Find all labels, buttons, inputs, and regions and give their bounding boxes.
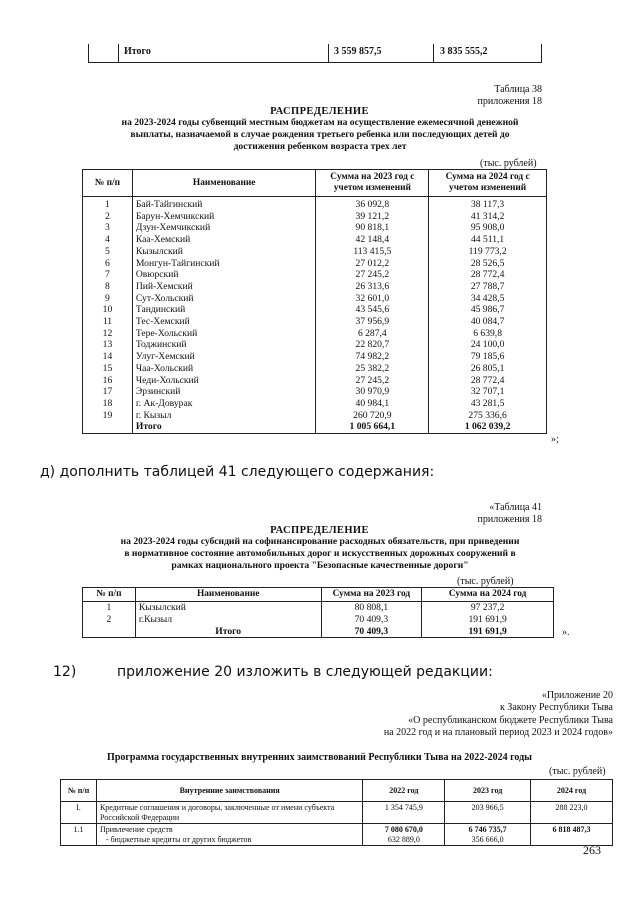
table41 — [82, 587, 554, 638]
table-row — [83, 602, 554, 614]
row-name: Кредитные соглашения и договоры, заключенные от имени субъекта Российской Федерации — [96, 802, 362, 824]
table-row — [83, 197, 547, 211]
cell-num: 15 — [83, 363, 133, 375]
cell-v2024: 95 908,0 — [429, 222, 547, 234]
table-row — [83, 398, 547, 410]
header-name: Наименование — [132, 170, 316, 197]
cell-num: 19 — [83, 410, 133, 422]
cell-v2024: 97 237,2 — [422, 602, 554, 614]
table-row — [83, 410, 547, 422]
cell-name: Чаа-Хольский — [132, 363, 316, 375]
table-row — [61, 824, 613, 846]
table38-units: (тыс. рублей) — [480, 158, 537, 169]
cell-v2024: 28 526,5 — [429, 258, 547, 270]
instruction-d: д) дополнить таблицей 41 следующего содержания: — [40, 464, 435, 480]
header-2023: 2023 год — [445, 780, 531, 802]
cell-v2024: 38 117,3 — [429, 197, 547, 211]
cell-num: 6 — [83, 258, 133, 270]
cell-v2024: 44 511,1 — [429, 234, 547, 246]
total-v2023: 70 409,3 — [321, 626, 422, 638]
table41-units: (тыс. рублей) — [457, 576, 514, 587]
cell-num: 17 — [83, 386, 133, 398]
cell-v2023: 22 820,7 — [316, 339, 429, 351]
header-num: № п/п — [83, 588, 136, 602]
page-number: 263 — [583, 843, 601, 857]
row-2024: 6 818 487,3 — [531, 824, 613, 846]
table38 — [82, 169, 547, 434]
cell-v2024: 27 788,7 — [429, 281, 547, 293]
cell-v2024: 79 185,6 — [429, 351, 547, 363]
table-row — [83, 328, 547, 340]
cell-name: Чеди-Хольский — [132, 375, 316, 387]
table-row — [83, 386, 547, 398]
table-row — [61, 802, 613, 824]
table-row — [83, 234, 547, 246]
cell-num: 12 — [83, 328, 133, 340]
table-row — [83, 293, 547, 305]
cell-num: 16 — [83, 375, 133, 387]
cell-v2024: 32 707,1 — [429, 386, 547, 398]
closing-quote: ». — [562, 627, 570, 638]
cell-v2024: 28 772,4 — [429, 375, 547, 387]
table-row — [83, 258, 547, 270]
cell-name: г. Кызыл — [132, 410, 316, 422]
total-v2024: 1 062 039,2 — [429, 421, 547, 433]
cell-num: 5 — [83, 246, 133, 258]
total-label: Итого — [124, 46, 151, 57]
cell-v2023: 26 313,6 — [316, 281, 429, 293]
cell-name: Бай-Тайгинский — [132, 197, 316, 211]
cell-num: 9 — [83, 293, 133, 305]
total-v2024: 191 691,9 — [422, 626, 554, 638]
cell-v2024: 28 772,4 — [429, 269, 547, 281]
row-num: I. — [61, 802, 97, 824]
cell-v2023: 43 545,6 — [316, 304, 429, 316]
table-row — [83, 614, 554, 626]
appendix20-units: (тыс. рублей) — [549, 766, 606, 777]
cell-v2024: 34 428,5 — [429, 293, 547, 305]
row-2023: 6 746 735,7 356 666,0 — [445, 824, 531, 846]
cell-v2023: 40 984,1 — [316, 398, 429, 410]
cell-v2023: 39 121,2 — [316, 211, 429, 223]
cell-name: Барун-Хемчикский — [132, 211, 316, 223]
cell-num: 3 — [83, 222, 133, 234]
closing-quote: »; — [551, 434, 559, 445]
cell-num: 18 — [83, 398, 133, 410]
table-row — [83, 363, 547, 375]
table-row — [83, 351, 547, 363]
cell-num: 10 — [83, 304, 133, 316]
cell-v2024: 43 281,5 — [429, 398, 547, 410]
table-row — [83, 375, 547, 387]
cell-name: Тоджинский — [132, 339, 316, 351]
header-2022: 2022 год — [363, 780, 445, 802]
table-row — [83, 281, 547, 293]
table-row — [83, 211, 547, 223]
table-row — [83, 304, 547, 316]
cell-num: 2 — [83, 211, 133, 223]
cell-num: 1 — [83, 602, 136, 614]
cell-num: 4 — [83, 234, 133, 246]
cell-name: Эрзинский — [132, 386, 316, 398]
item12-number: 12) — [53, 664, 77, 680]
cell-v2023: 42 148,4 — [316, 234, 429, 246]
total-row — [83, 421, 547, 433]
cell-num: 11 — [83, 316, 133, 328]
cell-v2024: 119 773,2 — [429, 246, 547, 258]
table-row — [83, 269, 547, 281]
item12-text: приложение 20 изложить в следующей редакции: — [117, 664, 493, 680]
total-2023: 3 559 857,5 — [334, 46, 382, 57]
table38-subtitle: на 2023-2024 годы субвенций местным бюджетам на осуществление ежемесячной денежной выплаты, назначаемой в случае рождения третьего ребенка или последующих детей до достижения ребенком возраста трех лет — [121, 117, 519, 152]
header-name: Внутренние заимствования — [96, 780, 362, 802]
cell-num: 1 — [83, 197, 133, 211]
cell-v2024: 45 986,7 — [429, 304, 547, 316]
cell-v2024: 275 336,6 — [429, 410, 547, 422]
cell-v2023: 30 970,9 — [316, 386, 429, 398]
cell-v2023: 32 601,0 — [316, 293, 429, 305]
table-row — [83, 339, 547, 351]
table38-title: РАСПРЕДЕЛЕНИЕ — [270, 106, 369, 117]
row-2022: 7 080 670,0 632 889,0 — [363, 824, 445, 846]
cell-num — [83, 421, 133, 433]
cell-name: Тандинский — [132, 304, 316, 316]
cell-v2023: 27 245,2 — [316, 375, 429, 387]
borrowings-table — [60, 779, 613, 846]
cell-name: Монгун-Тайгинский — [132, 258, 316, 270]
program-title: Программа государственных внутренних заимствований Республики Тыва на 2022-2024 годы — [107, 752, 532, 763]
table41-caption: «Таблица 41 приложения 18 — [477, 502, 542, 525]
cell-v2024: 24 100,0 — [429, 339, 547, 351]
total-2024: 3 835 555,2 — [440, 46, 488, 57]
total-v2023: 1 005 664,1 — [316, 421, 429, 433]
table-row — [83, 246, 547, 258]
header-2024: 2024 год — [531, 780, 613, 802]
cell-num: 7 — [83, 269, 133, 281]
cell-name: Тере-Хольский — [132, 328, 316, 340]
cell-v2023: 6 287,4 — [316, 328, 429, 340]
header-num: № п/п — [61, 780, 97, 802]
cell-v2023: 74 982,2 — [316, 351, 429, 363]
cell-num: 14 — [83, 351, 133, 363]
cell-v2023: 37 956,9 — [316, 316, 429, 328]
cell-v2023: 260 720,9 — [316, 410, 429, 422]
header-2024: Сумма на 2024 год — [422, 588, 554, 602]
cell-name: г. Ак-Довурак — [132, 398, 316, 410]
cell-name: Тес-Хемский — [132, 316, 316, 328]
header-2023: Сумма на 2023 год — [321, 588, 422, 602]
header-name: Наименование — [135, 588, 321, 602]
total-row — [83, 626, 554, 638]
cell-name: Пий-Хемский — [132, 281, 316, 293]
cell-name: Дзун-Хемчикский — [132, 222, 316, 234]
cell-num — [83, 626, 136, 638]
cell-v2024: 41 314,2 — [429, 211, 547, 223]
table-row — [83, 222, 547, 234]
cell-v2023: 113 415,5 — [316, 246, 429, 258]
cell-v2024: 26 805,1 — [429, 363, 547, 375]
table-row — [83, 316, 547, 328]
row-2024: 288 223,0 — [531, 802, 613, 824]
cell-name: Сут-Хольский — [132, 293, 316, 305]
cell-v2023: 70 409,3 — [321, 614, 422, 626]
cell-v2024: 191 691,9 — [422, 614, 554, 626]
cell-num: 13 — [83, 339, 133, 351]
cell-v2023: 27 012,2 — [316, 258, 429, 270]
cell-name: Овюрский — [132, 269, 316, 281]
cell-name: Кызылский — [132, 246, 316, 258]
table41-title: РАСПРЕДЕЛЕНИЕ — [270, 525, 369, 536]
cell-v2023: 27 245,2 — [316, 269, 429, 281]
row-num: 1.1 — [61, 824, 97, 846]
cell-num: 8 — [83, 281, 133, 293]
total-label: Итого — [132, 421, 316, 433]
previous-table-total-row — [88, 44, 542, 63]
cell-name: Каа-Хемский — [132, 234, 316, 246]
cell-v2023: 80 808,1 — [321, 602, 422, 614]
header-num: № п/п — [83, 170, 133, 197]
cell-v2023: 90 818,1 — [316, 222, 429, 234]
row-2022: 1 354 745,9 — [363, 802, 445, 824]
cell-v2024: 6 639,8 — [429, 328, 547, 340]
cell-name: г.Кызыл — [135, 614, 321, 626]
row-2023: 203 966,5 — [445, 802, 531, 824]
cell-v2024: 40 084,7 — [429, 316, 547, 328]
cell-name: Кызылский — [135, 602, 321, 614]
cell-num: 2 — [83, 614, 136, 626]
row-name: Привлечение средств - бюджетные кредиты от других бюджетов — [96, 824, 362, 846]
appendix20-header: «Приложение 20 к Закону Республики Тыва «О республиканском бюджете Республики Тыва на 2022 год и на плановый период 2023 и 2024 годов» — [383, 690, 613, 739]
table41-subtitle: на 2023-2024 годы субсидий на софинансирование расходных обязательств, при приведении в нормативное состояние автомобильных дорог и искусственных дорожных сооружений в рамках национального проекта "Безопасные качественные дороги" — [120, 536, 520, 571]
header-2024: Сумма на 2024 год с учетом изменений — [429, 170, 547, 197]
cell-name: Улуг-Хемский — [132, 351, 316, 363]
header-2023: Сумма на 2023 год с учетом изменений — [316, 170, 429, 197]
cell-v2023: 36 092,8 — [316, 197, 429, 211]
cell-v2023: 25 382,2 — [316, 363, 429, 375]
table38-caption: Таблица 38 приложения 18 — [477, 84, 542, 107]
total-label: Итого — [135, 626, 321, 638]
